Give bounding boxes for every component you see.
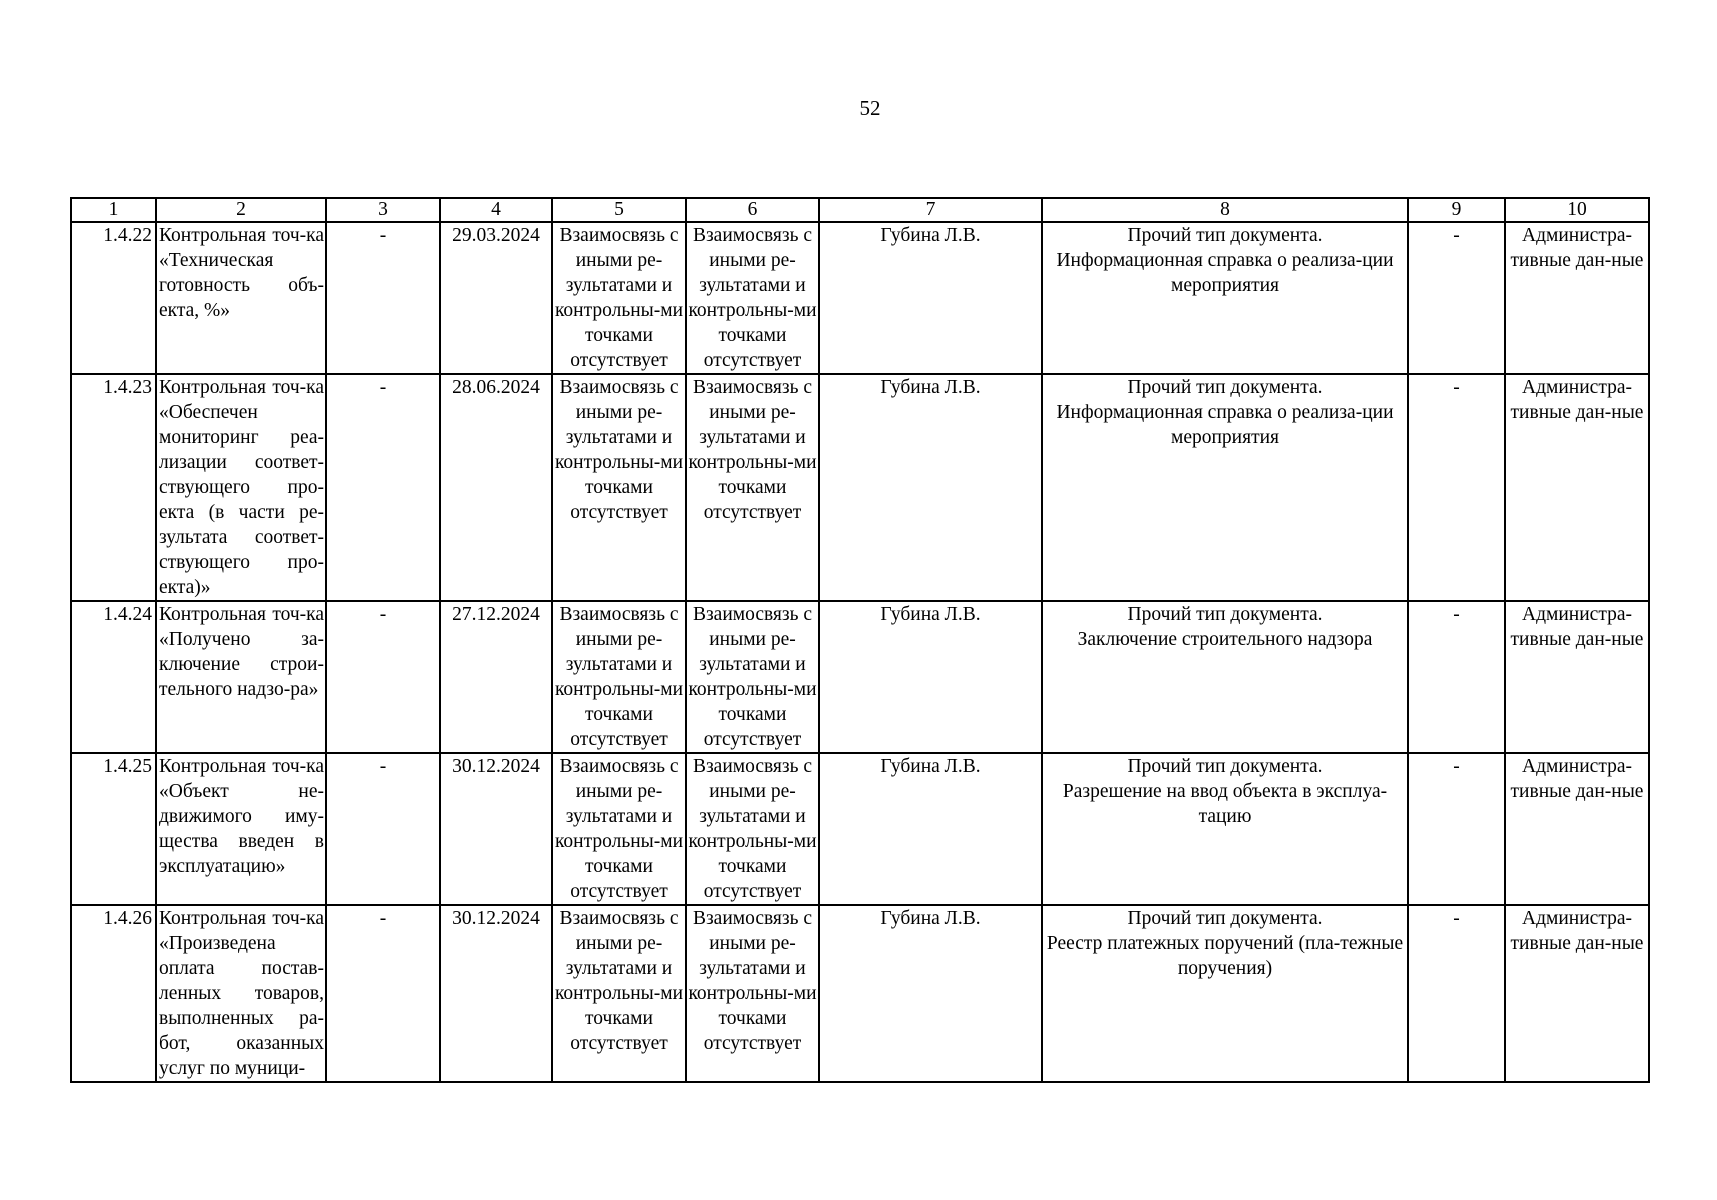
column-header: 10: [1505, 198, 1649, 222]
relation-cell: Взаимосвязь с иными ре-зультатами и контрольны-ми точками отсутствует: [686, 753, 819, 905]
source-cell: Администра-тивные дан-ные: [1505, 905, 1649, 1082]
document-cell: [1042, 601, 1408, 753]
document-name: Информационная справка о реализа-ции мероприятия: [1056, 402, 1394, 448]
document-cell: [1042, 905, 1408, 1082]
document-name: Заключение строительного надзора: [1077, 629, 1373, 650]
checkpoint-name: Контрольная точ-ка «Обеспечен мониторинг реа-лизации соответ-ствующего про-екта (в части ре-зультата соответ-ствующего про-екта)»: [156, 374, 326, 601]
relation-cell: Взаимосвязь с иными ре-зультатами и контрольны-ми точками отсутствует: [552, 601, 686, 753]
responsible-cell: Губина Л.В.: [819, 601, 1042, 753]
document-type: Прочий тип документа.: [1127, 225, 1323, 246]
column-header: 1: [71, 198, 156, 222]
date-cell: 30.12.2024: [440, 905, 552, 1082]
row-number: 1.4.26: [71, 905, 156, 1082]
cell-col3: -: [326, 222, 440, 374]
cell-col9: -: [1408, 753, 1505, 905]
row-number: 1.4.23: [71, 374, 156, 601]
relation-cell: Взаимосвязь с иными ре-зультатами и контрольны-ми точками отсутствует: [552, 753, 686, 905]
source-cell: Администра-тивные дан-ные: [1505, 374, 1649, 601]
relation-cell: Взаимосвязь с иными ре-зультатами и контрольны-ми точками отсутствует: [686, 601, 819, 753]
table-row: [71, 601, 1649, 753]
relation-cell: Взаимосвязь с иными ре-зультатами и контрольны-ми точками отсутствует: [686, 374, 819, 601]
cell-col3: -: [326, 374, 440, 601]
source-cell: Администра-тивные дан-ные: [1505, 753, 1649, 905]
document-type: Прочий тип документа.: [1127, 377, 1323, 398]
checkpoint-name: Контрольная точ-ка «Объект не-движимого иму-щества введен в эксплуатацию»: [156, 753, 326, 905]
document-name: Информационная справка о реализа-ции мероприятия: [1056, 250, 1394, 296]
checkpoint-name: Контрольная точ-ка «Техническая готовность объ-екта, %»: [156, 222, 326, 374]
relation-cell: Взаимосвязь с иными ре-зультатами и контрольны-ми точками отсутствует: [552, 222, 686, 374]
date-cell: 27.12.2024: [440, 601, 552, 753]
checkpoint-name: Контрольная точ-ка «Получено за-ключение строи-тельного надзо-ра»: [156, 601, 326, 753]
column-header: 4: [440, 198, 552, 222]
relation-cell: Взаимосвязь с иными ре-зультатами и контрольны-ми точками отсутствует: [686, 222, 819, 374]
document-cell: [1042, 222, 1408, 374]
source-cell: Администра-тивные дан-ные: [1505, 601, 1649, 753]
checkpoint-name: Контрольная точ-ка «Произведена оплата постав-ленных товаров, выполненных ра-бот, оказанных услуг по муници-: [156, 905, 326, 1082]
document-type: Прочий тип документа.: [1127, 908, 1323, 929]
column-header: 8: [1042, 198, 1408, 222]
document-name: Разрешение на ввод объекта в эксплуа-тацию: [1062, 781, 1388, 827]
column-header: 2: [156, 198, 326, 222]
column-header: 5: [552, 198, 686, 222]
table-row: [71, 222, 1649, 374]
column-header: 9: [1408, 198, 1505, 222]
date-cell: 28.06.2024: [440, 374, 552, 601]
source-cell: Администра-тивные дан-ные: [1505, 222, 1649, 374]
relation-cell: Взаимосвязь с иными ре-зультатами и контрольны-ми точками отсутствует: [686, 905, 819, 1082]
document-type: Прочий тип документа.: [1127, 604, 1323, 625]
row-number: 1.4.24: [71, 601, 156, 753]
relation-cell: Взаимосвязь с иными ре-зультатами и контрольны-ми точками отсутствует: [552, 905, 686, 1082]
table-row: [71, 753, 1649, 905]
cell-col9: -: [1408, 222, 1505, 374]
responsible-cell: Губина Л.В.: [819, 374, 1042, 601]
cell-col9: -: [1408, 374, 1505, 601]
responsible-cell: Губина Л.В.: [819, 222, 1042, 374]
responsible-cell: Губина Л.В.: [819, 905, 1042, 1082]
document-table: [70, 197, 1650, 1083]
cell-col3: -: [326, 753, 440, 905]
table-row: [71, 374, 1649, 601]
document-name: Реестр платежных поручений (пла-тежные поручения): [1046, 933, 1404, 979]
cell-col3: -: [326, 905, 440, 1082]
column-header: 7: [819, 198, 1042, 222]
column-header: 6: [686, 198, 819, 222]
responsible-cell: Губина Л.В.: [819, 753, 1042, 905]
cell-col3: -: [326, 601, 440, 753]
table-row: [71, 905, 1649, 1082]
column-header: 3: [326, 198, 440, 222]
date-cell: 29.03.2024: [440, 222, 552, 374]
document-cell: [1042, 374, 1408, 601]
document-cell: [1042, 753, 1408, 905]
cell-col9: -: [1408, 601, 1505, 753]
relation-cell: Взаимосвязь с иными ре-зультатами и контрольны-ми точками отсутствует: [552, 374, 686, 601]
table-header-row: [71, 198, 1649, 222]
row-number: 1.4.22: [71, 222, 156, 374]
page-number: 52: [859, 96, 881, 120]
cell-col9: -: [1408, 905, 1505, 1082]
row-number: 1.4.25: [71, 753, 156, 905]
date-cell: 30.12.2024: [440, 753, 552, 905]
document-type: Прочий тип документа.: [1127, 756, 1323, 777]
